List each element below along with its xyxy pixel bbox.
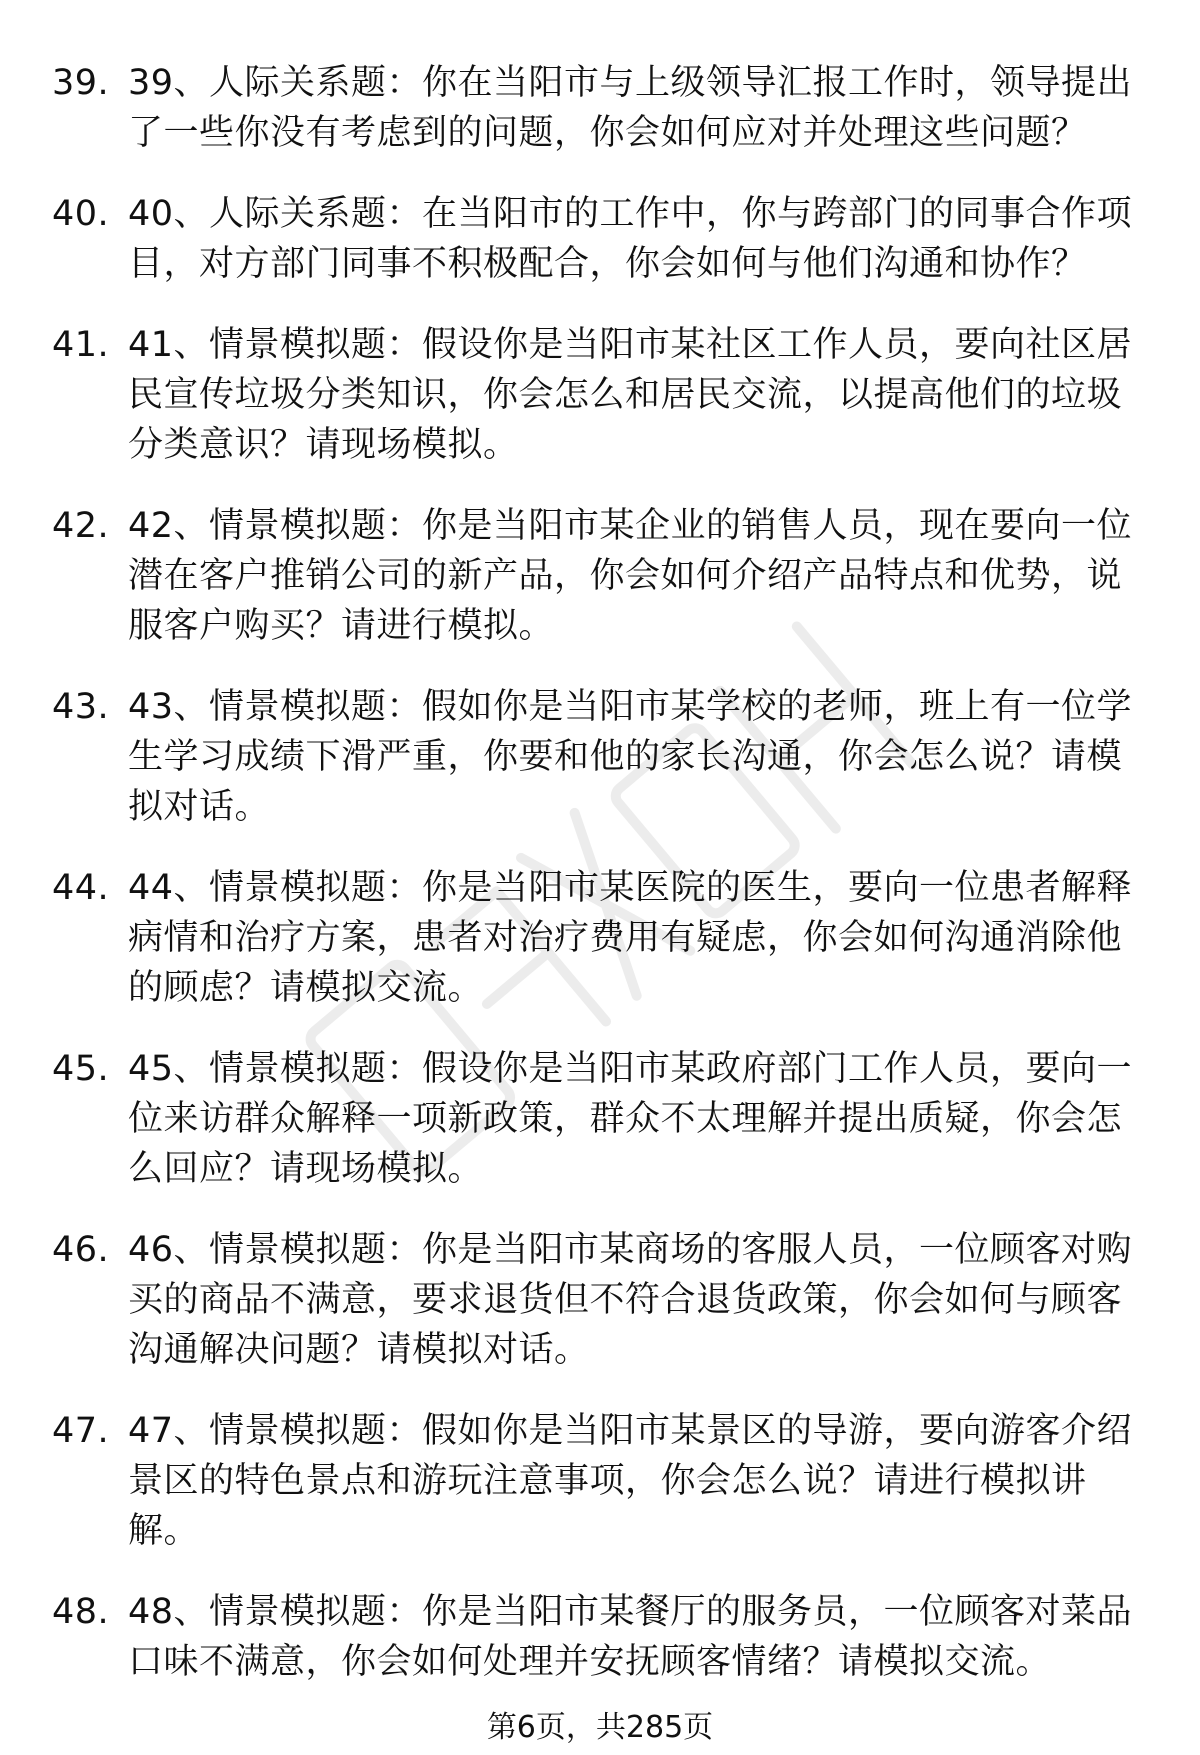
question-number: 46. xyxy=(52,1230,110,1270)
question-text: 44、情景模拟题：你是当阳市某医院的医生，要向一位患者解释病情和治疗方案，患者对治疗费用有疑虑，你会如何沟通消除他的顾虑？请模拟交流。 xyxy=(128,868,1133,1008)
question-number: 44. xyxy=(52,868,110,908)
question-item xyxy=(0,1225,1200,1375)
question-item xyxy=(0,1044,1200,1194)
question-number: 42. xyxy=(52,506,110,546)
question-number: 41. xyxy=(52,325,110,365)
question-text: 42、情景模拟题：你是当阳市某企业的销售人员，现在要向一位潜在客户推销公司的新产品，你会如何介绍产品特点和优势，说服客户购买？请进行模拟。 xyxy=(128,506,1133,646)
question-number: 40. xyxy=(52,194,110,234)
question-item xyxy=(0,501,1200,651)
question-list xyxy=(0,58,1200,1718)
question-text: 47、情景模拟题：假如你是当阳市某景区的导游，要向游客介绍景区的特色景点和游玩注意事项，你会怎么说？请进行模拟讲解。 xyxy=(128,1411,1133,1551)
page-footer xyxy=(0,1708,1200,1748)
question-text: 48、情景模拟题：你是当阳市某餐厅的服务员，一位顾客对菜品口味不满意，你会如何处理并安抚顾客情绪？请模拟交流。 xyxy=(128,1592,1133,1682)
question-number: 47. xyxy=(52,1411,110,1451)
question-item xyxy=(0,1406,1200,1556)
question-item xyxy=(0,58,1200,158)
question-item xyxy=(0,682,1200,832)
question-text: 40、人际关系题：在当阳市的工作中，你与跨部门的同事合作项目，对方部门同事不积极配合，你会如何与他们沟通和协作？ xyxy=(128,194,1133,284)
question-number: 45. xyxy=(52,1049,110,1089)
question-number: 39. xyxy=(52,63,110,103)
question-item xyxy=(0,189,1200,289)
question-text: 41、情景模拟题：假设你是当阳市某社区工作人员，要向社区居民宣传垃圾分类知识，你会怎么和居民交流，以提高他们的垃圾分类意识？请现场模拟。 xyxy=(128,325,1133,465)
question-item xyxy=(0,863,1200,1013)
question-text: 45、情景模拟题：假设你是当阳市某政府部门工作人员，要向一位来访群众解释一项新政策，群众不太理解并提出质疑，你会怎么回应？请现场模拟。 xyxy=(128,1049,1133,1189)
question-text: 39、人际关系题：你在当阳市与上级领导汇报工作时，领导提出了一些你没有考虑到的问题，你会如何应对并处理这些问题？ xyxy=(128,63,1133,153)
question-item xyxy=(0,1587,1200,1687)
question-number: 48. xyxy=(52,1592,110,1632)
question-text: 46、情景模拟题：你是当阳市某商场的客服人员，一位顾客对购买的商品不满意，要求退货但不符合退货政策，你会如何与顾客沟通解决问题？请模拟对话。 xyxy=(128,1230,1133,1370)
question-number: 43. xyxy=(52,687,110,727)
question-text: 43、情景模拟题：假如你是当阳市某学校的老师，班上有一位学生学习成绩下滑严重，你要和他的家长沟通，你会怎么说？请模拟对话。 xyxy=(128,687,1133,827)
page-number-label: 第6页，共285页 xyxy=(486,1710,714,1745)
question-item xyxy=(0,320,1200,470)
